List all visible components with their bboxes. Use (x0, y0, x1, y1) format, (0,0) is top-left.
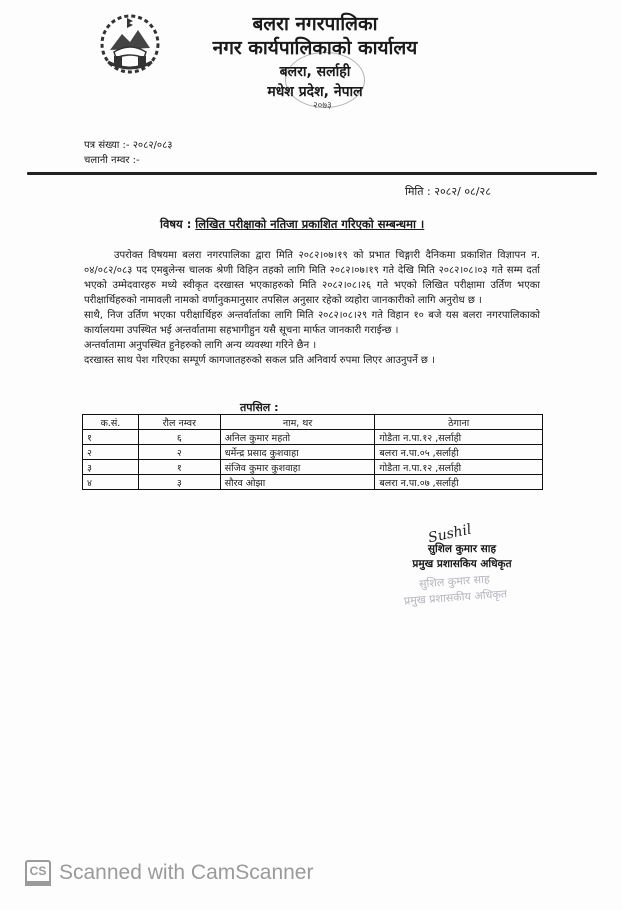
table-header-row (83, 415, 543, 430)
table-title: तपसिल : (240, 401, 279, 414)
header-name: नाम, थर (220, 415, 375, 430)
municipality-name: बलरा नगरपालिका (252, 13, 378, 35)
camscanner-watermark (25, 860, 313, 886)
camscanner-text: Scanned with CamScanner (59, 861, 314, 884)
office-location: बलरा, सर्लाही (279, 64, 351, 80)
cell-name: संजिव कुमार कुशवाहा (220, 460, 375, 475)
office-name: नगर कार्यपालिकाको कार्यालय (212, 37, 418, 59)
header-serial: क.सं. (83, 415, 139, 430)
header-address: ठेगाना (375, 415, 543, 430)
seal-year: २०७३ (313, 101, 332, 111)
stamp-title: प्रमुख प्रशासकीय अधिकृत (403, 587, 508, 608)
table-row (83, 460, 543, 475)
handwritten-signature: Sushil (426, 521, 473, 547)
camscanner-logo-icon: CS (25, 860, 51, 886)
table-row (83, 430, 543, 445)
signatory-name: सुशिल कुमार साह (427, 543, 497, 555)
header-roll-number: रौल नम्वर (138, 415, 220, 430)
letter-number: पत्र संख्या :- २०८२/०८३ (84, 140, 173, 151)
province-country: मधेश प्रदेश, नेपाल (267, 84, 363, 100)
body-paragraph-4: दरखास्त साथ पेश गरिएका सम्पूर्ण कागजातहरुको सकल प्रति अनिवार्य रुपमा लिएर आउनुपर्ने छ । (84, 355, 435, 366)
cell-address: बलरा न.पा.०७ ,सर्लाही (375, 475, 543, 490)
header-divider (27, 172, 597, 175)
subject-label: विषय : (160, 217, 196, 231)
letter-date: मिति : २०८२/ ०८/२८ (405, 185, 491, 198)
stamp-name: सुशिल कुमार साह (418, 572, 491, 591)
nepal-emblem-icon (96, 12, 164, 76)
signatory-block (392, 542, 532, 572)
cell-name: सौरव ओझा (220, 475, 375, 490)
reference-block (84, 138, 172, 168)
table-row (83, 445, 543, 460)
signatory-title: प्रमुख प्रशासकिय अधिकृत (412, 558, 512, 570)
cell-serial: ४ (83, 475, 139, 490)
letter-body (84, 248, 540, 368)
cell-name: धर्मेन्द्र प्रसाद कुशवाहा (220, 445, 375, 460)
cell-serial: ३ (83, 460, 139, 475)
subject-text: लिखित परीक्षाको नतिजा प्रकाशित गरिएको सम्बन्धमा । (195, 217, 425, 231)
cell-serial: २ (83, 445, 139, 460)
cell-roll-number: २ (138, 445, 220, 460)
results-table (82, 414, 543, 490)
cell-roll-number: १ (138, 460, 220, 475)
cell-address: बलरा न.पा.०५ ,सर्लाही (375, 445, 543, 460)
cell-address: गोडैता न.पा.१२ ,सर्लाही (375, 460, 543, 475)
table-row (83, 475, 543, 490)
cell-roll-number: ३ (138, 475, 220, 490)
cell-address: गोडैता न.पा.१२ ,सर्लाही (375, 430, 543, 445)
cell-name: अनिल कुमार महतो (220, 430, 375, 445)
cell-roll-number: ६ (138, 430, 220, 445)
cell-serial: १ (83, 430, 139, 445)
signatory-stamp (379, 569, 531, 611)
dispatch-number: चलानी नम्वर :- (84, 155, 140, 166)
subject-line (160, 217, 424, 232)
body-paragraph-1: उपरोक्त विषयमा बलरा नगरपालिका द्वारा मिति २०८२।०७।१९ को प्रभात चिङ्गारी दैनिकमा प्रकाशित विज्ञापन न. ०४/०८२/०८३ पद एमबुलेन्स चालक श्रेणी विहिन तहको लागि मिति २०८२।०७।१९ गते देखि मिति २०८२।०८।०३ गते सम्म दर्ता भएको उम्मेदवारहरु मध्ये स्वीकृत दरखास्त भएकाहरुको मिति २०८२।०८।२६ गते भएको लिखित परीक्षामा उर्तिण भएका परीक्षार्थिहरुको नामावली नामको वर्णानुकमानुसार तपसिल अनुसार रहेको व्यहोरा जानकारीको लागि अनुरोध छ । (84, 250, 540, 306)
body-paragraph-3: अन्तर्वातामा अनुपस्थित हुनेहरुको लागि अन्य व्यवस्था गरिने छैन । (84, 340, 317, 351)
body-paragraph-2: साथै, निज उर्तिण भएका परीक्षार्थिहरु अन्तर्वार्ताका लागि मिति २०८२।०८।२९ गते विहान १० बजे यस बलरा नगरपालिकाको कार्यालयमा उपस्थित भई अन्तर्वातामा सहभागीहुन यसै सूचना मार्फत जानकारी गराईन्छ । (84, 310, 540, 336)
